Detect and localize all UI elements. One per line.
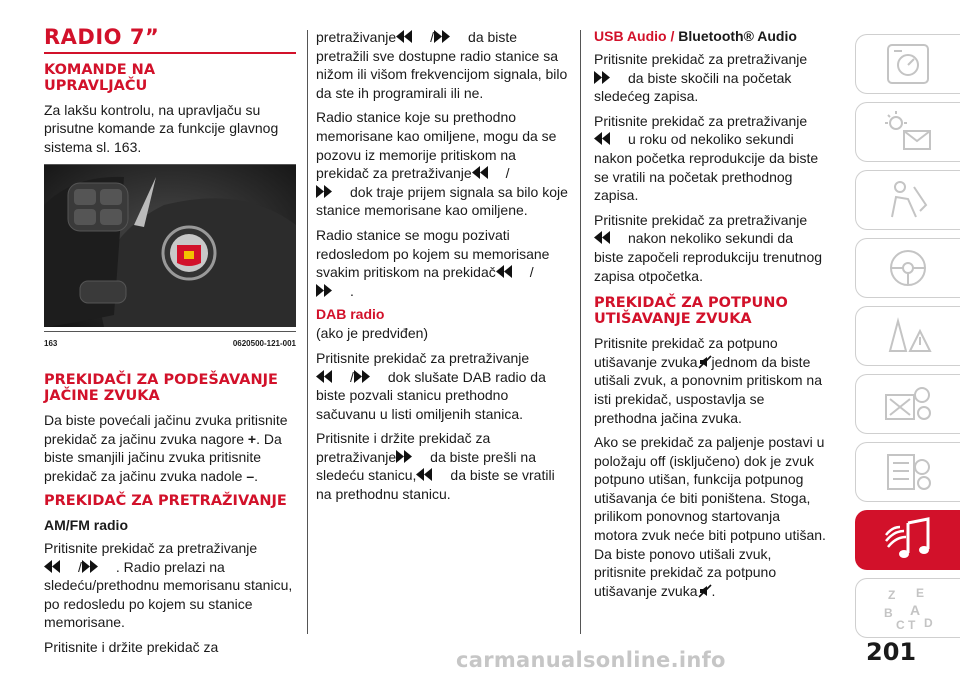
tab-dashboard[interactable] xyxy=(855,34,960,94)
prev-track-icon xyxy=(396,30,430,43)
text: nakon nekoliko sekundi da biste započeli reprodukciju trenutnog zapisa otpočetka. xyxy=(594,230,823,284)
text: . xyxy=(350,282,354,299)
text: Pritisnite prekidač za pretraživanje xyxy=(594,112,808,129)
usb-paragraph-2 xyxy=(594,112,826,205)
index-letter: E xyxy=(916,586,925,600)
heading-line-2: JAČINE ZVUKA xyxy=(44,387,160,404)
tab-technical-data[interactable] xyxy=(855,442,960,502)
next-track-icon xyxy=(316,185,350,198)
text: Pritisnite prekidač za pretraživanje xyxy=(594,51,808,67)
column-divider xyxy=(307,30,308,634)
tab-index[interactable] xyxy=(855,578,960,638)
dab-paragraph-2 xyxy=(316,429,570,503)
text: jednom da biste utišali zvuk, a ponovnim pritiskom na isti prekidač, uspostavlja se prethodna jačina zvuka. xyxy=(594,353,822,426)
slash: / xyxy=(430,29,435,45)
prev-track-icon xyxy=(44,560,78,573)
text: dok slušate DAB radio da biste pozvali stanicu prethodno sačuvanu u listi omiljenih stanica. xyxy=(316,368,546,422)
favorites-paragraph xyxy=(316,108,570,220)
scan-paragraph xyxy=(316,28,570,102)
slash: / xyxy=(529,264,534,281)
next-track-icon xyxy=(316,284,350,297)
prev-track-icon xyxy=(416,468,450,481)
prev-track-icon xyxy=(594,231,628,244)
next-track-icon xyxy=(434,30,468,43)
tab-multimedia[interactable] xyxy=(855,510,960,570)
tab-safety[interactable] xyxy=(855,170,960,230)
column-3 xyxy=(594,28,826,606)
bluetooth-audio-label: Bluetooth® Audio xyxy=(678,28,797,44)
dab-heading: DAB radio xyxy=(316,306,385,323)
chapter-tabs xyxy=(855,34,960,646)
text: Radio stanice koje su prethodno memorisane kao omiljene, mogu da se pozovu iz memorije pritiskom na prekidač za pretraživanje xyxy=(316,109,557,182)
tab-warning-lights[interactable] xyxy=(855,102,960,162)
amfm-paragraph xyxy=(44,539,296,632)
index-letter: Z xyxy=(888,588,896,602)
mute-heading xyxy=(594,295,826,327)
technical-data-icon xyxy=(880,449,936,495)
steering-controls-heading xyxy=(44,62,296,94)
text: . Da biste smanjili jačinu zvuka pritisnite prekidač za jačinu zvuka nadole xyxy=(44,430,282,484)
dab-paragraph-1 xyxy=(316,349,570,423)
text: pretraživanje xyxy=(316,29,397,45)
text: Da biste povećali jačinu zvuka pritisnite prekidač za jačinu zvuka nagore xyxy=(44,411,288,447)
column-2 xyxy=(316,28,570,510)
text: Pritisnite prekidač za pretraživanje xyxy=(316,349,530,366)
column-divider xyxy=(580,30,581,634)
maintenance-icon xyxy=(880,381,936,427)
text: . Radio prelazi na sledeću/prethodnu memorisanu stanicu, po redosledu po kojem su stanice memorisane. xyxy=(44,558,293,631)
text: . xyxy=(254,467,259,484)
tab-emergency[interactable] xyxy=(855,306,960,366)
emergency-icon xyxy=(880,313,936,359)
volume-paragraph xyxy=(44,411,296,485)
text: da biste prešli na sledeću stanicu, xyxy=(316,448,536,484)
index-letter: C xyxy=(896,618,905,631)
usb-audio-label: USB Audio / xyxy=(594,28,675,44)
steering-wheel-image xyxy=(44,164,296,327)
heading-line-2: UPRAVLJAČU xyxy=(44,77,148,94)
page-number: 201 xyxy=(866,638,917,666)
text: Pritisnite prekidač za pretraživanje xyxy=(594,211,808,228)
prev-track-icon xyxy=(316,370,350,383)
tab-driving[interactable] xyxy=(855,238,960,298)
prev-track-icon xyxy=(594,132,628,145)
intro-paragraph: Za lakšu kontrolu, na upravljaču su prisutne komande za funkcije glavnog sistema sl. 163. xyxy=(44,101,279,155)
text: Radio stanice se mogu pozivati redosledom po kojem su memorisane svakim pritiskom na prekidač xyxy=(316,226,550,281)
text: da biste skočili na početak sledećeg zapisa. xyxy=(594,69,792,105)
driving-icon xyxy=(880,245,936,291)
figure-code: 0620500-121-001 xyxy=(232,339,296,349)
figure-caption xyxy=(44,331,296,354)
next-track-icon xyxy=(396,450,430,463)
amfm-hold-paragraph: Pritisnite i držite prekidač za xyxy=(44,638,219,655)
page-title: RADIO 7” xyxy=(44,28,296,54)
heading-line-1: PREKIDAČ ZA POTPUNO xyxy=(594,295,788,312)
mute-icon xyxy=(698,355,712,369)
usb-paragraph-1 xyxy=(594,50,826,106)
heading-line-1: KOMANDE NA xyxy=(44,61,156,78)
next-track-icon xyxy=(82,560,116,573)
usb-bluetooth-heading xyxy=(594,28,826,45)
dashboard-icon xyxy=(880,41,936,87)
index-letter: A xyxy=(910,602,921,618)
text: da biste pretražili sve dostupne radio stanice sa nižom ili višom frekvencijom signala, bilo da ste ih programirali ili ne. xyxy=(316,29,568,101)
text: Pritisnite prekidač za potpuno utišavanje zvuka xyxy=(594,335,778,370)
heading-line-2: UTIŠAVANJE ZVUKA xyxy=(594,311,752,328)
prev-track-icon xyxy=(496,265,530,278)
mute-paragraph-2 xyxy=(594,433,826,600)
safety-icon xyxy=(880,177,936,223)
minus-symbol: – xyxy=(246,467,255,484)
text: Pritisnite prekidač za pretraživanje xyxy=(44,539,258,556)
figure-number: 163 xyxy=(44,339,58,349)
heading-line-1: PREKIDAČI ZA PODEŠAVANJE xyxy=(44,371,278,388)
tab-maintenance[interactable] xyxy=(855,374,960,434)
index-letter: B xyxy=(884,606,893,620)
text: Pritisnite i držite prekidač za pretraživanje xyxy=(316,430,491,465)
warning-lights-icon xyxy=(880,109,936,155)
next-track-icon xyxy=(594,71,628,84)
text: dok traje prijem signala sa bilo koje stanice memorisane kao omiljene. xyxy=(316,183,568,219)
slash: / xyxy=(350,368,354,385)
plus-symbol: + xyxy=(247,430,257,447)
index-icon xyxy=(880,585,936,631)
mute-paragraph-1 xyxy=(594,334,826,427)
search-switch-heading: PREKIDAČ ZA PRETRAŽIVANJE xyxy=(44,493,287,510)
prev-track-icon xyxy=(472,166,506,179)
next-track-icon xyxy=(354,370,388,383)
order-paragraph xyxy=(316,226,570,300)
usb-paragraph-3 xyxy=(594,211,826,285)
text: da biste se vratili na prethodnu stanicu. xyxy=(316,467,555,503)
volume-heading xyxy=(44,372,296,404)
slash: / xyxy=(78,558,82,575)
figure-163 xyxy=(44,164,296,354)
column-1 xyxy=(44,25,296,663)
text: Ako se prekidač za paljenje postavi u položaju off (isključeno) dok je zvuk potpuno utišan, funkcija potpunog utišavanja će biti poništena. Stoga, prilikom ponovnog startovanja motora zvuk neće biti potpuno utišan. Da biste ponovo utišali zvuk, pritisnite prekidač za potpuno utišavanje zvuka xyxy=(594,434,826,599)
multimedia-icon xyxy=(880,517,936,563)
amfm-heading: AM/FM radio xyxy=(44,517,128,534)
watermark: carmanualsonline.info xyxy=(456,648,726,672)
index-letter: T xyxy=(908,618,916,631)
dab-subheading: (ako je predviđen) xyxy=(316,325,429,342)
mute-icon xyxy=(698,584,712,598)
index-letter: D xyxy=(924,616,933,630)
text: . xyxy=(711,582,716,599)
text: u roku od nekoliko sekundi nakon početka reprodukcije da biste se vratili na početak prethodnog zapisa. xyxy=(594,131,819,204)
slash: / xyxy=(505,165,510,182)
